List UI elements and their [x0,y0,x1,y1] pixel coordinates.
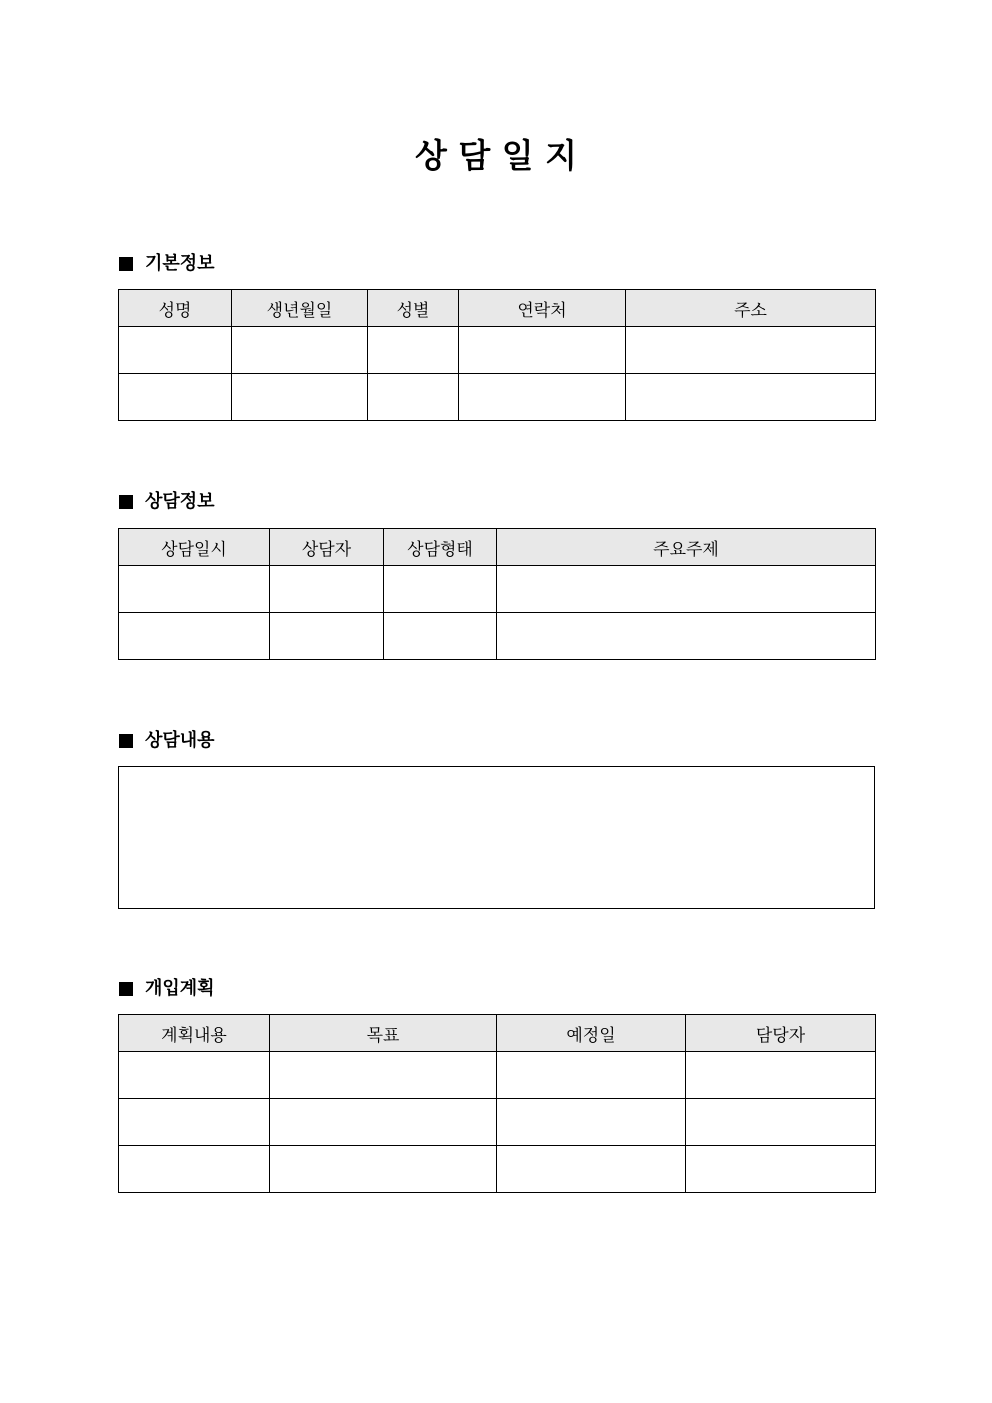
section-heading-counseling-info [119,490,215,514]
column-header: 생년월일 [232,290,368,327]
column-header: 연락처 [459,290,626,327]
birthdate-cell[interactable] [232,327,368,374]
section-title: 기본정보 [145,253,215,274]
scheduled-date-cell[interactable] [497,1099,686,1146]
address-cell[interactable] [626,327,876,374]
datetime-cell[interactable] [119,613,270,660]
table-row [119,327,876,374]
topic-cell[interactable] [497,613,876,660]
section-title: 개입계획 [145,978,215,999]
datetime-cell[interactable] [119,566,270,613]
contact-cell[interactable] [459,327,626,374]
section-title: 상담정보 [145,491,215,512]
table-row [119,1146,876,1193]
goal-cell[interactable] [270,1146,497,1193]
goal-cell[interactable] [270,1099,497,1146]
column-header: 성명 [119,290,232,327]
address-cell[interactable] [626,374,876,421]
section-heading-intervention-plan [119,977,215,1001]
counseling-content-box[interactable] [118,766,875,909]
section-title: 상담내용 [145,730,215,751]
scheduled-date-cell[interactable] [497,1146,686,1193]
type-cell[interactable] [384,566,497,613]
goal-cell[interactable] [270,1052,497,1099]
basic-info-table [118,289,876,421]
assignee-cell[interactable] [686,1146,876,1193]
square-bullet-icon [119,982,133,996]
table-header-row [119,529,876,566]
contact-cell[interactable] [459,374,626,421]
column-header: 주요주제 [497,529,876,566]
birthdate-cell[interactable] [232,374,368,421]
column-header: 담당자 [686,1015,876,1052]
section-heading-basic-info [119,252,215,276]
square-bullet-icon [119,495,133,509]
table-row [119,1099,876,1146]
type-cell[interactable] [384,613,497,660]
section-heading-counseling-content [119,729,215,753]
topic-cell[interactable] [497,566,876,613]
column-header: 주소 [626,290,876,327]
square-bullet-icon [119,257,133,271]
column-header: 상담일시 [119,529,270,566]
table-row [119,613,876,660]
gender-cell[interactable] [368,327,459,374]
column-header: 성별 [368,290,459,327]
gender-cell[interactable] [368,374,459,421]
counseling-info-table [118,528,876,660]
table-row [119,1052,876,1099]
table-row [119,374,876,421]
assignee-cell[interactable] [686,1052,876,1099]
name-cell[interactable] [119,374,232,421]
column-header: 계획내용 [119,1015,270,1052]
assignee-cell[interactable] [686,1099,876,1146]
table-header-row [119,290,876,327]
column-header: 상담자 [270,529,384,566]
square-bullet-icon [119,734,133,748]
column-header: 목표 [270,1015,497,1052]
column-header: 예정일 [497,1015,686,1052]
name-cell[interactable] [119,327,232,374]
counselor-cell[interactable] [270,613,384,660]
plan-content-cell[interactable] [119,1146,270,1193]
column-header: 상담형태 [384,529,497,566]
scheduled-date-cell[interactable] [497,1052,686,1099]
intervention-plan-table [118,1014,876,1193]
counselor-cell[interactable] [270,566,384,613]
page-title: 상 담 일 지 [415,136,577,175]
table-header-row [119,1015,876,1052]
plan-content-cell[interactable] [119,1099,270,1146]
plan-content-cell[interactable] [119,1052,270,1099]
table-row [119,566,876,613]
